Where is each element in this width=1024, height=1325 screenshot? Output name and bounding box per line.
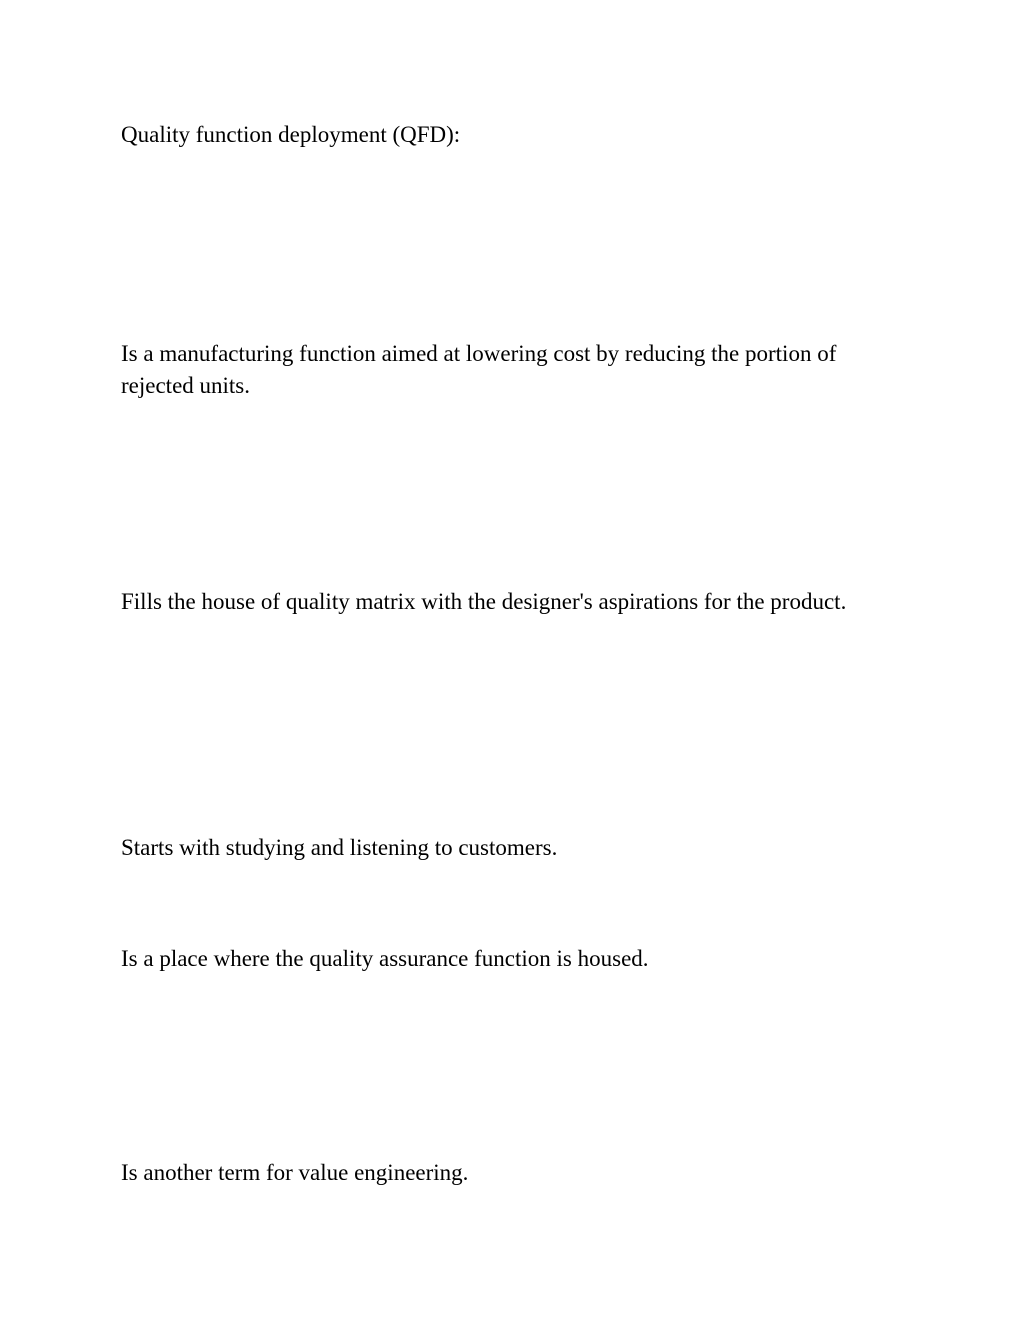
answer-option[interactable]: Is a place where the quality assurance function is housed.	[121, 946, 649, 971]
answer-option[interactable]: Starts with studying and listening to customers.	[121, 835, 558, 860]
answer-option[interactable]: Fills the house of quality matrix with the designer's aspirations for the product.	[121, 589, 847, 614]
answer-option[interactable]: Is a manufacturing function aimed at lowering cost by reducing the portion of rejected units.	[121, 341, 837, 398]
answer-option[interactable]: Is another term for value engineering.	[121, 1160, 469, 1185]
question-title: Quality function deployment (QFD):	[121, 122, 461, 147]
